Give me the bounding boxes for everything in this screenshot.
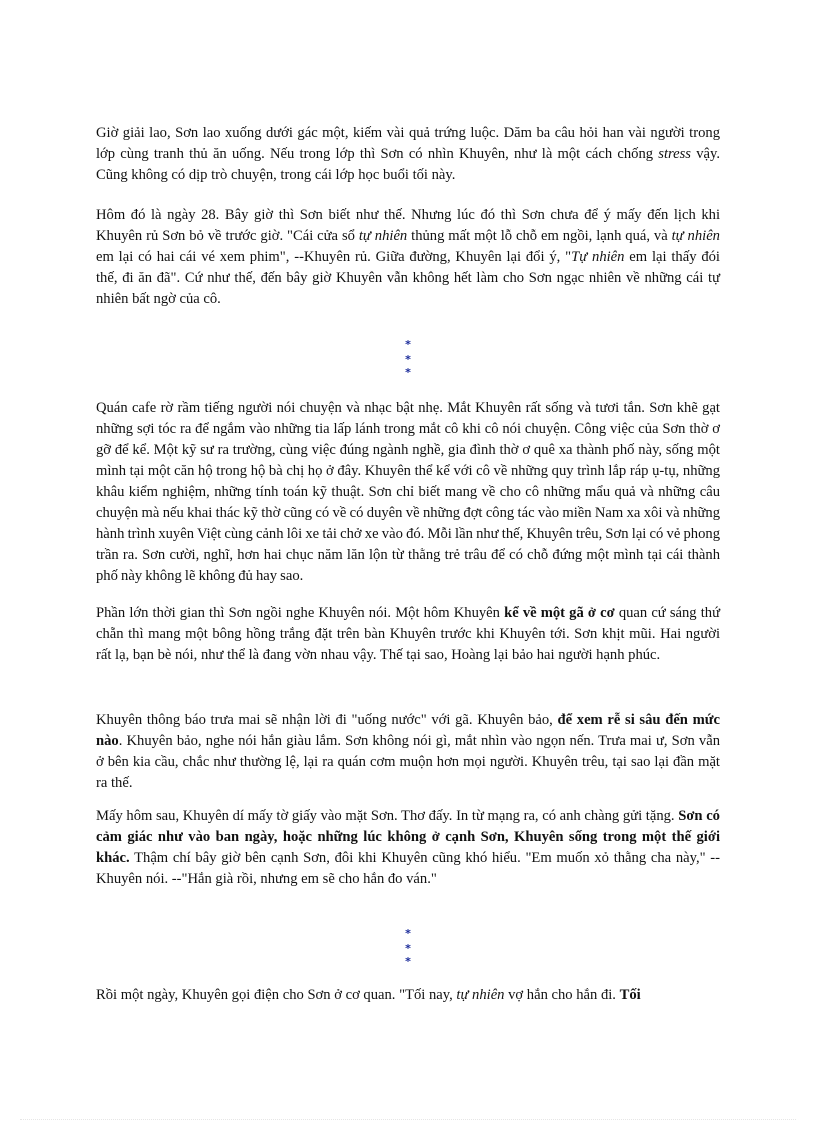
separator-star-top: * <box>405 927 411 940</box>
italic-run: stress <box>658 146 691 162</box>
bold-run: Sơn có cảm giác như vào ban ngày, hoặc những lúc không ở cạnh Sơn, Khuyên sống trong một thế giới khác. <box>96 808 720 866</box>
page-bottom-divider <box>20 1119 796 1120</box>
paragraph-cafe <box>96 398 720 587</box>
bold-run: để xem rễ si sâu đến mức nào <box>96 712 720 749</box>
italic-run: tự nhiên <box>456 987 505 1003</box>
bold-run: Tối <box>619 987 641 1003</box>
italic-run: tự nhiên <box>358 228 408 244</box>
separator-star-top: * <box>405 338 411 351</box>
section-separator <box>388 338 428 379</box>
paragraph-break-time <box>96 123 720 186</box>
paragraph-lunch-date <box>96 710 720 794</box>
text-run: Rồi một ngày, Khuyên gọi điện cho Sơn ở cơ quan. "Tối nay, <box>96 987 457 1003</box>
italic-run: Tự nhiên <box>571 249 625 265</box>
text-run: Hôm đó là ngày 28. Bây giờ thì Sơn biết như thế. Nhưng lúc đó thì Sơn chưa để ý mấy đến lịch khi Khuyên rủ Sơn bỏ về trước giờ. "Cái cửa sổ <box>96 207 720 244</box>
bold-run: kể về một gã ở cơ <box>504 605 615 621</box>
text-run: quan cứ sáng thứ chẵn thì mang một bông hồng trắng đặt trên bàn Khuyên trước khi Khuyên tới. Sơn khịt mũi. Hai người rất lạ, bạn bè nói, như thể là đang vờn nhau vậy. Thế tại sao, Hoàng lại bảo hai người hạnh phúc. <box>96 605 720 663</box>
separator-stars-bottom: * * <box>405 942 421 968</box>
text-run: . Khuyên bảo, nghe nói hắn giàu lắm. Sơn không nói gì, mắt nhìn vào ngọn nến. Trưa mai ư, Sơn vẫn ở bên kia cầu, chắc như thường lệ, lại ra quán cơm muộn hơn mọi người. Khuyên trêu, tại sao lại đần mặt ra thế. <box>96 733 720 791</box>
text-run: thủng mất một lỗ chỗ em ngồi, lạnh quá, và <box>407 228 672 244</box>
separator-stars-bottom: * * <box>405 353 421 379</box>
paragraph-poems <box>96 806 720 890</box>
text-run: em lại có hai cái vé xem phim", --Khuyên rủ. Giữa đường, Khuyên lại đổi ý, " <box>96 249 572 265</box>
paragraph-white-rose <box>96 603 720 666</box>
section-separator <box>388 927 428 968</box>
text-run: Thậm chí bây giờ bên cạnh Sơn, đôi khi Khuyên cũng khó hiểu. "Em muốn xỏ thằng cha này," --Khuyên nói. --"Hắn già rồi, nhưng em sẽ cho hắn đo ván." <box>96 850 720 887</box>
paragraph-the-28th <box>96 205 720 310</box>
paragraph-phone-call <box>96 985 720 1006</box>
italic-run: tự nhiên <box>671 228 720 244</box>
text-run: vợ hắn cho hắn đi. <box>504 987 620 1003</box>
text-run: Khuyên thông báo trưa mai sẽ nhận lời đi "uống nước" với gã. Khuyên bảo, <box>96 712 558 728</box>
text-run: Mấy hôm sau, Khuyên dí mấy tờ giấy vào mặt Sơn. Thơ đấy. In từ mạng ra, có anh chàng gửi tặng. <box>96 808 679 824</box>
text-run: Quán cafe rờ rầm tiếng người nói chuyện và nhạc bật nhẹ. Mắt Khuyên rất sống và tươi tắn. Sơn khẽ gạt những sợi tóc ra để ngắm vào những tia lấp lánh trong mắt cô khi cô nói chuyện. Công việc của Sơn thờ ơ gỡ để kể. Một kỹ sư ra trường, cùng việc đúng ngành nghề, gia đình thờ ơ quê xa thành phố này, sống một mình tại một căn hộ trong hộ bà chị họ ở đây. Khuyên thể kể với cô về những quy trình lắp ráp ụ-tụ, những khâu kiểm nghiệm, những tính toán kỹ thuật. Sơn chỉ biết mang về cho cô những mẩu quả và những câu chuyện mà nếu khai thác kỹ thờ cũng có về có duyên về những đợt công tác vào miền Nam xa xôi và những hành trình xuyên Việt cùng cảnh lôi xe tải chở xe vào đó. Mỗi lần như thế, Khuyên trêu, Sơn lại có vẻ phong trần ra. Sơn cười, nghĩ, hơn hai chục năm lăn lộn từ thằng trẻ trâu để có chỗ đứng một mình tại cái thành phố này không lẽ không đủ hay sao. <box>96 400 720 584</box>
text-run: em lại thấy đói thế, đi ăn đã". Cứ như thế, đến bây giờ Khuyên vẫn không hết làm cho Sơn ngạc nhiên về những cái tự nhiên bất ngờ của cô. <box>96 249 720 307</box>
text-run: Giờ giải lao, Sơn lao xuống dưới gác một, kiếm vài quả trứng luộc. Dăm ba câu hỏi han vài người trong lớp cùng tranh thủ ăn uống. Nếu trong lớp thì Sơn có nhìn Khuyên, như là một cách chống <box>96 125 720 162</box>
text-run: Phần lớn thời gian thì Sơn ngồi nghe Khuyên nói. Một hôm Khuyên <box>96 605 505 621</box>
text-run: vậy. Cũng không có dịp trò chuyện, trong cái lớp học buổi tối này. <box>96 146 720 183</box>
